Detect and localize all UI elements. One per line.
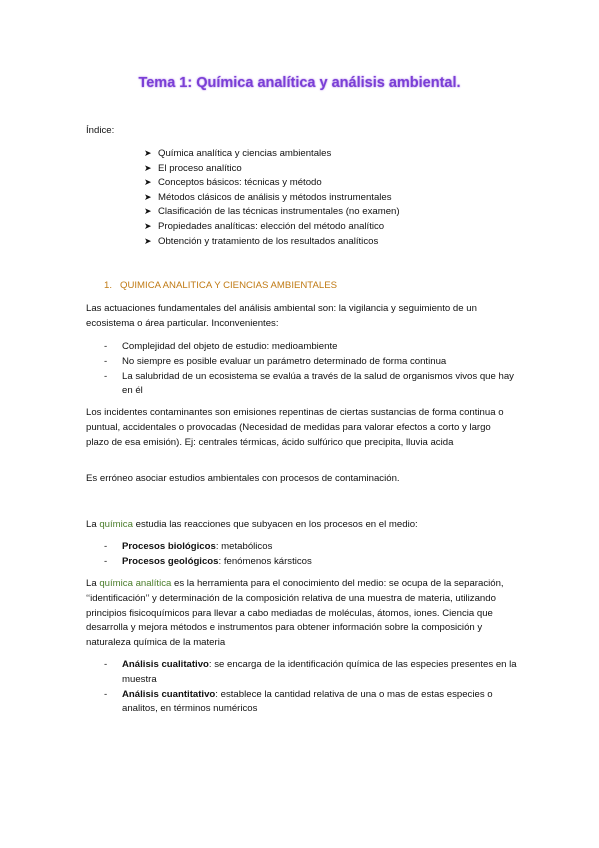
procesos-list [104, 540, 524, 570]
index-item: ➤ El proceso analítico [144, 162, 242, 174]
index-item: ➤ Clasificación de las técnicas instrumentales (no examen) [144, 206, 400, 218]
section-number: 1. [104, 280, 113, 291]
highlight-term: química analítica [99, 578, 172, 589]
index-item: ➤ Conceptos básicos: técnicas y método [144, 177, 322, 189]
highlight-term: química [99, 519, 133, 530]
list-item: - Procesos biológicos: metabólicos [104, 541, 273, 552]
index-list [144, 146, 400, 248]
list-item: - Análisis cuantitativo: establece la cantidad relativa de una o mas de estas especies o analitos, en términos numéricos [104, 688, 493, 715]
list-item: - La salubridad de un ecosistema se evalúa a través de la salud de organismos vivos que hay en él [104, 370, 514, 397]
index-label: Índice: [86, 125, 115, 136]
paragraph-quimica-analitica: La química analítica es la herramienta para el conocimiento del medio: se ocupa de la separación, ‘‘identificación’’ y determinación de la composición relativa de una muestra de materia, utilizando principios fisicoquímicos para llevar a cabo mediadas de moléculas, átomos, iones. Ciencia que desarrolla y mejora métodos e instrumentos para obtener información sobre la composición y naturaleza química de la materia [86, 578, 504, 649]
list-item: - Complejidad del objeto de estudio: medioambiente [104, 341, 338, 352]
paragraph-quimica: La química estudia las reacciones que subyacen en los procesos en el medio: [86, 519, 418, 530]
analisis-list [104, 658, 524, 717]
arrow-bullet-icon: ➤ [144, 235, 152, 246]
index-item: ➤ Química analítica y ciencias ambientales [144, 148, 332, 159]
paragraph-erroneo: Es erróneo asociar estudios ambientales con procesos de contaminación. [86, 473, 400, 484]
list-item: - Procesos geológicos: fenómenos kársticos [104, 555, 312, 567]
section-title: QUIMICA ANALITICA Y CIENCIAS AMBIENTALES [120, 280, 337, 291]
paragraph-actuaciones: Las actuaciones fundamentales del análisis ambiental son: la vigilancia y seguimiento de un ecosistema o área particular. Inconvenientes: [86, 303, 477, 329]
arrow-bullet-icon: ➤ [144, 177, 152, 188]
arrow-bullet-icon: ➤ [144, 206, 152, 217]
list-item: - No siempre es posible evaluar un parámetro determinado de forma continua [104, 355, 447, 367]
index-item: ➤ Propiedades analíticas: elección del método analítico [144, 220, 385, 232]
page-title: Tema 1: Química analítica y análisis ambiental. [138, 75, 461, 91]
arrow-bullet-icon: ➤ [144, 191, 152, 202]
inconvenientes-list [104, 340, 524, 399]
arrow-bullet-icon: ➤ [144, 162, 152, 173]
index-item: ➤ Obtención y tratamiento de los resultados analíticos [144, 235, 379, 247]
paragraph-incidentes: Los incidentes contaminantes son emisiones repentinas de ciertas sustancias de forma continua o puntual, accidentales o provocadas (Necesidad de medidas para valorar efectos a corto y largo plazo de esa emisión). Ej: centrales térmicas, ácido sulfúrico que precipita, lluvia acida [86, 407, 504, 448]
arrow-bullet-icon: ➤ [144, 148, 152, 158]
index-item: ➤ Métodos clásicos de análisis y métodos instrumentales [144, 191, 392, 203]
section-heading [104, 279, 337, 294]
arrow-bullet-icon: ➤ [144, 220, 152, 231]
list-item: - Análisis cualitativo: se encarga de la identificación química de las especies presentes en la muestra [104, 659, 517, 685]
